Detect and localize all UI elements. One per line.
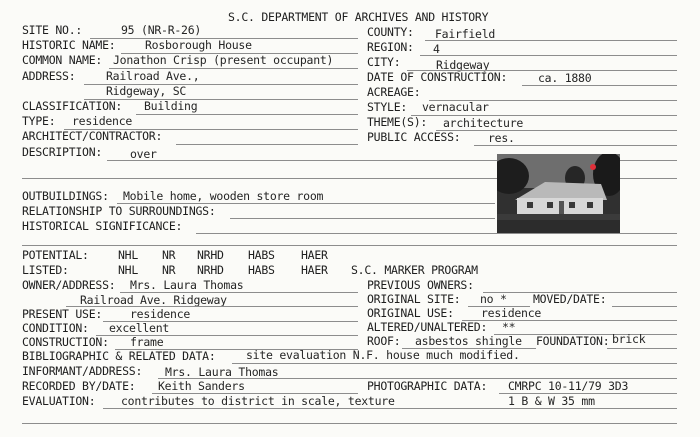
condition-value: excellent bbox=[109, 321, 170, 335]
address-line2: Ridgeway, SC bbox=[106, 84, 187, 98]
site-no-value: 95 (NR-R-26) bbox=[121, 23, 202, 37]
classification-label: CLASSIFICATION: bbox=[22, 99, 123, 113]
divider bbox=[436, 130, 677, 131]
city-value: Ridgeway bbox=[436, 58, 490, 72]
city-label: CITY: bbox=[367, 55, 401, 69]
style-label: STYLE: bbox=[367, 100, 408, 114]
owner-line2: Railroad Ave. Ridgeway bbox=[80, 293, 227, 307]
listed-haer: HAER bbox=[301, 263, 328, 277]
recorded-label: RECORDED BY/DATE: bbox=[22, 379, 136, 393]
date-value: ca. 1880 bbox=[538, 71, 592, 85]
outbuildings-label: OUTBUILDINGS: bbox=[22, 189, 109, 203]
condition-label: CONDITION: bbox=[22, 321, 89, 335]
informant-value: Mrs. Laura Thomas bbox=[165, 365, 279, 379]
type-label: TYPE: bbox=[22, 114, 56, 128]
divider bbox=[462, 320, 677, 321]
county-label: COUNTY: bbox=[367, 25, 414, 39]
evaluation-label: EVALUATION: bbox=[22, 394, 96, 408]
listed-nrhd: NRHD bbox=[197, 263, 224, 277]
description-label: DESCRIPTION: bbox=[22, 145, 103, 159]
divider bbox=[136, 114, 358, 115]
construction-label: CONSTRUCTION: bbox=[22, 335, 109, 349]
altered-label: ALTERED/UNALTERED: bbox=[367, 320, 488, 334]
potential-habs: HABS bbox=[248, 248, 275, 262]
potential-nhl: NHL bbox=[118, 248, 139, 262]
acreage-label: ACREAGE: bbox=[367, 85, 421, 99]
moved-label: MOVED/DATE: bbox=[533, 292, 607, 306]
region-label: REGION: bbox=[367, 40, 414, 54]
public-access-value: res. bbox=[488, 131, 515, 145]
county-value: Fairfield bbox=[435, 27, 496, 41]
house-photo-image bbox=[497, 154, 620, 234]
relationship-label: RELATIONSHIP TO SURROUNDINGS: bbox=[22, 204, 216, 218]
divider bbox=[66, 306, 358, 307]
outbuildings-value: Mobile home, wooden store room bbox=[123, 189, 324, 203]
divider bbox=[612, 306, 677, 307]
foundation-value: brick bbox=[612, 332, 646, 346]
date-label: DATE OF CONSTRUCTION: bbox=[367, 70, 508, 84]
listed-label: LISTED: bbox=[22, 263, 69, 277]
potential-haer: HAER bbox=[301, 248, 328, 262]
divider bbox=[420, 55, 677, 56]
site-no-label: SITE NO.: bbox=[22, 23, 83, 37]
house-photo bbox=[497, 154, 620, 234]
photo-data-label: PHOTOGRAPHIC DATA: bbox=[367, 379, 488, 393]
address-label: ADDRESS: bbox=[22, 69, 76, 83]
original-use-value: residence bbox=[481, 306, 542, 320]
significance-label: HISTORICAL SIGNIFICANCE: bbox=[22, 219, 183, 233]
construction-value: frame bbox=[130, 335, 164, 349]
common-name-value: Jonathon Crisp (present occupant) bbox=[113, 53, 334, 67]
foundation-label: FOUNDATION: bbox=[536, 334, 610, 348]
roof-value: asbestos shingle bbox=[415, 334, 522, 348]
divider bbox=[522, 85, 677, 86]
potential-nr: NR bbox=[162, 248, 176, 262]
biblio-label: BIBLIOGRAPHIC & RELATED DATA: bbox=[22, 349, 216, 363]
divider bbox=[232, 363, 677, 364]
divider bbox=[230, 218, 495, 219]
type-value: residence bbox=[72, 114, 133, 128]
original-use-label: ORIGINAL USE: bbox=[367, 306, 454, 320]
divider bbox=[474, 145, 677, 146]
style-value: vernacular bbox=[422, 100, 489, 114]
form-title: S.C. DEPARTMENT OF ARCHIVES AND HISTORY bbox=[228, 10, 489, 24]
divider bbox=[176, 144, 358, 145]
historic-name-label: HISTORIC NAME: bbox=[22, 38, 116, 52]
common-name-label: COMMON NAME: bbox=[22, 53, 103, 67]
public-access-label: PUBLIC ACCESS: bbox=[367, 130, 461, 144]
present-use-value: residence bbox=[130, 307, 191, 321]
photo-data-line2: 1 B & W 35 mm bbox=[508, 394, 595, 408]
recorded-value: Keith Sanders bbox=[158, 379, 245, 393]
photo-data-line1: CMRPC 10-11/79 3D3 bbox=[508, 379, 629, 393]
previous-owners-label: PREVIOUS OWNERS: bbox=[367, 278, 474, 292]
region-value: 4 bbox=[433, 42, 440, 56]
roof-label: ROOF: bbox=[367, 334, 401, 348]
owner-label: OWNER/ADDRESS: bbox=[22, 278, 116, 292]
theme-value: architecture bbox=[443, 116, 524, 130]
original-site-value: no * bbox=[480, 292, 507, 306]
evaluation-value: contributes to district in scale, texture bbox=[121, 394, 395, 408]
divider bbox=[22, 245, 677, 246]
description-value: over bbox=[130, 147, 157, 161]
divider bbox=[607, 348, 677, 349]
divider bbox=[425, 40, 677, 41]
theme-label: THEME(S): bbox=[367, 115, 428, 129]
architect-label: ARCHITECT/CONTRACTOR: bbox=[22, 129, 163, 143]
classification-value: Building bbox=[144, 99, 198, 113]
listed-habs: HABS bbox=[248, 263, 275, 277]
potential-nrhd: NRHD bbox=[197, 248, 224, 262]
altered-value: ** bbox=[502, 320, 516, 334]
divider bbox=[84, 99, 358, 100]
listed-nr: NR bbox=[162, 263, 176, 277]
historic-name-value: Rosborough House bbox=[145, 38, 252, 52]
divider bbox=[196, 233, 677, 234]
potential-label: POTENTIAL: bbox=[22, 248, 89, 262]
owner-line1: Mrs. Laura Thomas bbox=[130, 278, 244, 292]
original-site-label: ORIGINAL SITE: bbox=[367, 292, 461, 306]
informant-label: INFORMANT/ADDRESS: bbox=[22, 364, 143, 378]
marker-program-label: S.C. MARKER PROGRAM bbox=[351, 263, 478, 277]
present-use-label: PRESENT USE: bbox=[22, 307, 103, 321]
divider bbox=[22, 423, 677, 424]
address-line1: Railroad Ave., bbox=[106, 69, 200, 83]
divider bbox=[103, 408, 677, 409]
listed-nhl: NHL bbox=[118, 263, 139, 277]
biblio-value: site evaluation N.F. house much modified. bbox=[246, 348, 520, 362]
